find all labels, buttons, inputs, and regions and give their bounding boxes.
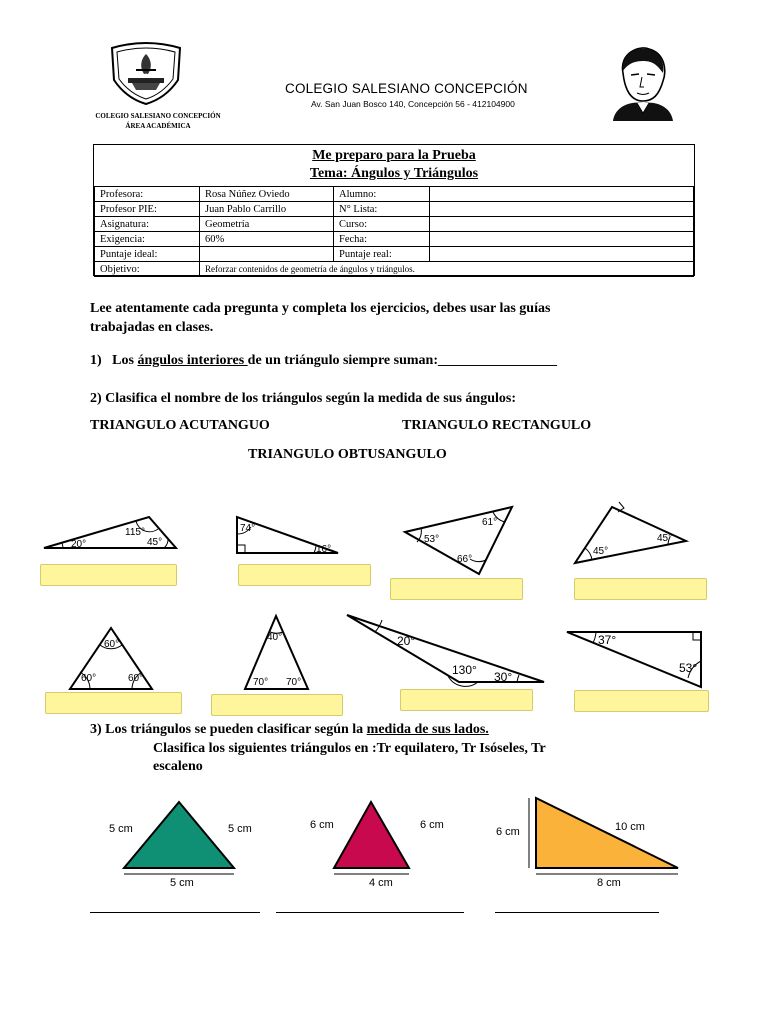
svg-text:ORA: ORA	[141, 72, 151, 77]
table-row	[95, 262, 694, 277]
table-row	[95, 187, 694, 202]
option-rectangulo: TRIANGULO RECTANGULO	[402, 418, 592, 433]
label-cell: Fecha:	[334, 232, 430, 247]
triangle-3	[405, 507, 512, 574]
t8-angle-b: 53°	[679, 661, 698, 675]
label-cell: Objetivo:	[95, 262, 200, 277]
red-left-label: 6 cm	[310, 819, 334, 831]
t3-angle-b: 53°	[424, 534, 440, 545]
worksheet-title: Me preparo para la Prueba	[312, 148, 476, 163]
label-cell: N° Lista:	[334, 202, 430, 217]
answer-box-5[interactable]	[45, 692, 182, 714]
value-cell: Geometría	[200, 217, 334, 232]
q3-pre: 3) Los triángulos se pueden clasificar según la	[90, 722, 367, 737]
date-field[interactable]	[430, 232, 694, 247]
label-cell: Profesora:	[95, 187, 200, 202]
green-right-label: 5 cm	[228, 823, 252, 835]
course-field[interactable]	[430, 217, 694, 232]
answer-box-1[interactable]	[40, 564, 177, 586]
portrait-image	[609, 43, 675, 121]
t4-angle-b: 45°	[657, 533, 673, 544]
table-row	[95, 232, 694, 247]
answer-line-3[interactable]	[495, 911, 659, 913]
answer-line-2[interactable]	[276, 911, 464, 913]
info-table	[94, 186, 694, 277]
option-obtusangulo: TRIANGULO OBTUSANGULO	[248, 447, 447, 462]
value-cell: Juan Pablo Carrillo	[200, 202, 334, 217]
student-name-field[interactable]	[430, 187, 694, 202]
triangle-scalene	[496, 798, 678, 889]
question-2: 2) Clasifica el nombre de los triángulos según la medida de sus ángulos:	[90, 391, 517, 406]
t6-angle-b: 70°	[253, 677, 269, 688]
question-3	[90, 720, 489, 739]
instructions-line-1: Lee atentamente cada pregunta y completa los ejercicios, debes usar las guías	[90, 301, 551, 316]
triangle-isosceles	[310, 802, 444, 889]
answer-line-1[interactable]	[90, 911, 260, 913]
q3-underlined: medida de sus lados.	[366, 722, 489, 737]
triangle-8	[567, 632, 701, 687]
triangle-4	[575, 502, 686, 563]
triangle-2	[237, 517, 338, 555]
label-cell: Puntaje ideal:	[95, 247, 200, 262]
label-cell: Alumno:	[334, 187, 430, 202]
t5-angle-c: 60°	[128, 673, 144, 684]
value-cell: Rosa Núñez Oviedo	[200, 187, 334, 202]
t5-angle-a: 60°	[104, 639, 120, 650]
value-cell	[200, 247, 334, 262]
answer-box-3[interactable]	[390, 578, 523, 600]
orange-left-label: 6 cm	[496, 826, 520, 838]
t2-angle-a: 74°	[240, 523, 256, 534]
q1-pre: Los	[112, 353, 138, 368]
orange-base-label: 8 cm	[597, 877, 621, 889]
t3-angle-a: 61°	[482, 517, 498, 528]
label-cell: Curso:	[334, 217, 430, 232]
t4-angle-a: 45°	[593, 546, 609, 557]
school-small-name: COLEGIO SALESIANO CONCEPCIÓN	[95, 112, 221, 120]
t6-angle-c: 70°	[286, 677, 302, 688]
triangle-1	[44, 517, 176, 550]
t3-angle-c: 66°	[457, 554, 473, 565]
t8-angle-a: 37°	[598, 633, 617, 647]
objective-text: Reforzar contenidos de geometría de ángulos y triángulos.	[200, 262, 694, 277]
table-row	[95, 247, 694, 262]
real-score-field[interactable]	[430, 247, 694, 262]
triangle-6	[245, 616, 308, 689]
triangle-7	[347, 615, 544, 686]
side-triangles	[0, 790, 768, 900]
triangle-equilateral	[109, 802, 252, 889]
answer-box-4[interactable]	[574, 578, 707, 600]
green-base-label: 5 cm	[170, 877, 194, 889]
q3-line-3: escaleno	[153, 759, 203, 774]
value-cell: 60%	[200, 232, 334, 247]
list-number-field[interactable]	[430, 202, 694, 217]
t7-angle-c: 30°	[494, 670, 513, 684]
answer-box-6[interactable]	[211, 694, 343, 716]
label-cell: Profesor PIE:	[95, 202, 200, 217]
label-cell: Asignatura:	[95, 217, 200, 232]
label-cell: Puntaje real:	[334, 247, 430, 262]
t1-angle-a: 20°	[71, 539, 87, 550]
q1-post: de un triángulo siempre suman:_________________	[247, 353, 557, 368]
green-left-label: 5 cm	[109, 823, 133, 835]
table-row	[95, 217, 694, 232]
t1-angle-c: 45°	[147, 537, 163, 548]
table-row	[95, 202, 694, 217]
q1-number: 1)	[90, 353, 102, 368]
t6-angle-a: 40°	[267, 632, 283, 643]
school-small-caption	[92, 111, 224, 131]
t7-angle-a: 20°	[397, 634, 416, 648]
label-cell: Exigencia:	[95, 232, 200, 247]
answer-box-7[interactable]	[400, 689, 533, 711]
school-address: Av. San Juan Bosco 140, Concepción 56 - 412104900	[311, 99, 515, 109]
red-right-label: 6 cm	[420, 819, 444, 831]
triangle-5	[70, 628, 152, 689]
school-name: COLEGIO SALESIANO CONCEPCIÓN	[285, 81, 528, 96]
option-acutangulo: TRIANGULO ACUTANGUO	[90, 418, 270, 433]
school-small-area: ÁREA ACADÉMICA	[125, 122, 191, 130]
instructions-line-2: trabajadas en clases.	[90, 320, 214, 335]
t7-angle-b: 130°	[452, 663, 477, 677]
t2-angle-b: 16°	[316, 544, 332, 555]
q1-underlined: ángulos interiores	[137, 353, 248, 368]
answer-box-2[interactable]	[238, 564, 371, 586]
question-1	[90, 351, 557, 370]
t5-angle-b: 60°	[81, 673, 97, 684]
q3-line-2: Clasifica los siguientes triángulos en :Tr equilatero, Tr Isóseles, Tr	[153, 741, 546, 756]
red-base-label: 4 cm	[369, 877, 393, 889]
instructions	[90, 299, 550, 337]
header-box	[93, 144, 695, 276]
orange-hyp-label: 10 cm	[615, 821, 645, 833]
t1-angle-b: 115°	[125, 527, 145, 538]
answer-box-8[interactable]	[574, 690, 709, 712]
worksheet-subtitle: Tema: Ángulos y Triángulos	[309, 166, 479, 181]
school-logo	[106, 40, 186, 106]
